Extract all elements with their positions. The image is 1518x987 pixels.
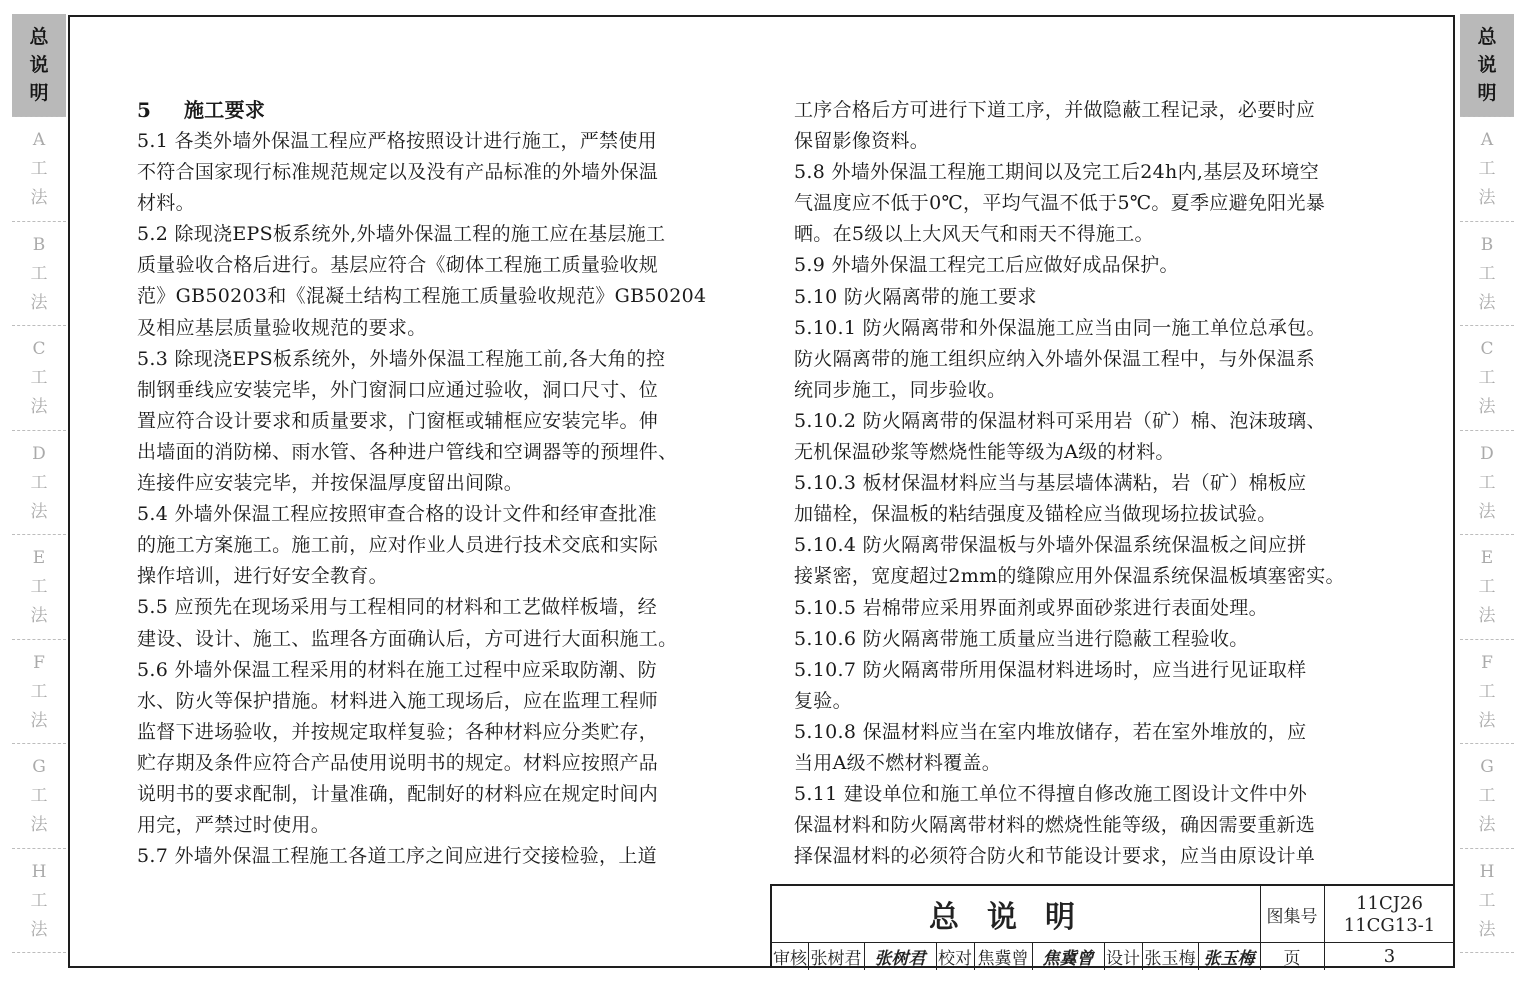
side-tab-3[interactable]	[1460, 328, 1514, 431]
side-tab-char: 法	[30, 292, 48, 313]
text-line: 保温材料和防火隔离带材料的燃烧性能等级，确因需要重新选	[794, 814, 1316, 837]
text-line: 范》GB50203和《混凝土结构工程施工质量验收规范》GB50204	[137, 285, 707, 308]
side-tab-char: A	[32, 130, 46, 150]
side-tab-char: 总	[29, 26, 49, 48]
side-tab-5[interactable]	[1460, 537, 1514, 640]
side-tab-char: 法	[30, 188, 48, 208]
side-tab-char: 工	[1478, 159, 1496, 179]
side-tab-char: C	[32, 339, 46, 359]
text-line: 用完，严禁过时使用。	[137, 814, 331, 837]
side-tab-char: E	[1480, 548, 1494, 568]
side-tab-char: 法	[1478, 919, 1496, 940]
side-tab-char: F	[1481, 652, 1493, 673]
side-tab-char: 工	[1478, 263, 1496, 284]
side-tab-char: C	[1480, 339, 1494, 359]
text-line: 工序合格后方可进行下道工序，并做隐蔽工程记录，必要时应	[794, 99, 1316, 121]
side-tab-6[interactable]	[1460, 641, 1514, 744]
text-line: 5.5 应预先在现场采用与工程相同的材料和工艺做样板墙，经	[137, 596, 657, 619]
side-tab-5[interactable]	[12, 537, 66, 640]
side-tab-char: 法	[1478, 292, 1496, 313]
text-line: 5.1 各类外墙外保温工程应严格按照设计进行施工，严禁使用	[137, 130, 657, 152]
side-tab-8[interactable]	[1460, 850, 1514, 953]
text-line: 及相应基层质量验收规范的要求。	[137, 316, 427, 339]
text-line: 监督下进场验收，并按规定取样复验；各种材料应分类贮存，	[137, 720, 659, 743]
text-line: 无机保温砂浆等燃烧性能等级为A级的材料。	[794, 441, 1175, 464]
title-block-title: 总说明	[929, 900, 1103, 935]
side-tab-char: 工	[30, 263, 48, 284]
side-tab-char: 法	[30, 397, 48, 417]
side-tab-char: G	[32, 757, 46, 777]
check-label: 校对	[938, 948, 972, 969]
text-line: 加锚栓，保温板的粘结强度及锚栓应当做现场拉拔试验。	[794, 503, 1277, 526]
text-line: 制钢垂线应安装完毕，外门窗洞口应通过验收，洞口尺寸、位	[137, 378, 659, 401]
side-tab-char: A	[1480, 130, 1494, 150]
side-tab-char: F	[33, 652, 45, 673]
side-tab-6[interactable]	[12, 641, 66, 744]
text-line: 连接件应安装完毕，并按保温厚度留出间隙。	[137, 472, 524, 495]
text-line: 5.9 外墙外保温工程完工后应做好成品保护。	[794, 254, 1179, 277]
side-tab-char: 法	[30, 501, 48, 522]
text-line: 操作培训，进行好安全教育。	[137, 565, 388, 588]
side-tab-1[interactable]	[1460, 119, 1514, 222]
section-title: 施工要求	[184, 98, 266, 122]
page-number: 3	[1383, 945, 1396, 967]
text-line: 的施工方案施工。施工前，应对作业人员进行技术交底和实际	[137, 534, 659, 557]
side-tab-8[interactable]	[12, 850, 66, 953]
left-tab-strip	[12, 14, 66, 964]
side-tab-char: 工	[1478, 472, 1496, 493]
text-line: 置应符合设计要求和质量要求，门窗框或辅框应安装完毕。伸	[137, 409, 659, 432]
side-tab-char: B	[32, 234, 46, 255]
text-line: 5.8 外墙外保温工程施工期间以及完工后24h内,基层及环境空	[794, 161, 1320, 184]
side-tab-char: 说	[29, 54, 49, 76]
text-line: 贮存期及条件应符合产品使用说明书的规定。材料应按照产品	[137, 751, 659, 774]
page-label: 页	[1283, 948, 1301, 969]
side-tab-char: 工	[1478, 681, 1496, 702]
text-line: 5.10.5 岩棉带应采用界面剂或界面砂浆进行表面处理。	[794, 596, 1268, 619]
side-tab-char: 工	[1478, 368, 1496, 388]
side-tab-char: G	[1480, 757, 1494, 777]
text-line: 5.10.8 保温材料应当在室内堆放储存，若在室外堆放的，应	[794, 720, 1307, 743]
reviewer-signature: 张树君	[874, 948, 926, 969]
side-tab-char: 法	[1478, 815, 1496, 835]
side-tab-char: 明	[29, 82, 49, 104]
text-line: 晒。在5级以上大风天气和雨天不得施工。	[794, 223, 1154, 246]
text-line: 不符合国家现行标准规范规定以及没有产品标准的外墙外保温	[137, 161, 659, 184]
right-text-column	[794, 95, 1345, 872]
side-tab-char: 工	[30, 577, 48, 597]
text-line: 5.2 除现浇EPS板系统外,外墙外保温工程的施工应在基层施工	[137, 223, 666, 246]
text-line: 建设、设计、施工、监理各方面确认后，方可进行大面积施工。	[137, 627, 678, 650]
side-tab-char: 法	[1478, 710, 1496, 731]
side-tab-char: 明	[1477, 82, 1497, 104]
text-line: 5.10.3 板材保温材料应当与基层墙体满粘，岩（矿）棉板应	[794, 472, 1307, 495]
side-tab-1[interactable]	[12, 119, 66, 222]
text-line: 5.6 外墙外保温工程采用的材料在施工过程中应采取防潮、防	[137, 658, 657, 681]
text-line: 5.10.6 防火隔离带施工质量应当进行隐蔽工程验收。	[794, 627, 1249, 650]
atlas-number-2: 11CG13-1	[1343, 914, 1436, 936]
side-tab-7[interactable]	[12, 746, 66, 849]
side-tab-4[interactable]	[12, 432, 66, 535]
right-tab-strip	[1460, 14, 1514, 964]
text-line: 统同步施工，同步验收。	[794, 378, 1007, 401]
side-tab-3[interactable]	[12, 328, 66, 431]
text-line: 5.11 建设单位和施工单位不得擅自修改施工图设计文件中外	[794, 783, 1308, 806]
text-line: 说明书的要求配制，计量准确，配制好的材料应在规定时间内	[137, 782, 659, 805]
side-tab-char: 总	[1477, 26, 1497, 48]
side-tab-char: 法	[1478, 188, 1496, 208]
side-tab-char: 工	[1478, 890, 1496, 911]
side-tab-char: 法	[1478, 501, 1496, 522]
side-tab-0[interactable]	[12, 14, 66, 117]
side-tab-7[interactable]	[1460, 746, 1514, 849]
side-tab-char: 说	[1477, 54, 1497, 76]
side-tab-char: 法	[1478, 397, 1496, 417]
text-line: 水、防火等保护措施。材料进入施工现场后，应在监理工程师	[137, 689, 659, 712]
side-tab-char: D	[32, 443, 46, 464]
section-number: 5	[137, 98, 152, 122]
side-tab-char: 工	[30, 159, 48, 179]
atlas-label: 图集号	[1266, 906, 1318, 927]
text-line: 择保温材料的必须符合防火和节能设计要求，应当由原设计单	[794, 845, 1316, 868]
checker-signature: 焦冀曾	[1042, 948, 1094, 969]
side-tab-char: 工	[30, 786, 48, 806]
text-line: 5.10.7 防火隔离带所用保温材料进场时，应当进行见证取样	[794, 658, 1307, 681]
designer-signature: 张玉梅	[1203, 948, 1255, 969]
side-tab-char: 工	[1478, 577, 1496, 597]
side-tab-char: 工	[30, 890, 48, 911]
reviewer-name: 张树君	[810, 948, 862, 969]
side-tab-char: 工	[1478, 786, 1496, 806]
side-tab-2[interactable]	[12, 223, 66, 326]
atlas-number-1: 11CJ26	[1356, 892, 1423, 914]
text-line: 5.7 外墙外保温工程施工各道工序之间应进行交接检验，上道	[137, 845, 657, 868]
side-tab-char: 法	[30, 606, 48, 626]
side-tab-0[interactable]	[1460, 14, 1514, 117]
text-line: 保留影像资料。	[794, 130, 930, 153]
review-label: 审核	[773, 948, 807, 969]
designer-name: 张玉梅	[1144, 948, 1196, 969]
text-line: 复验。	[794, 689, 852, 712]
section-heading	[137, 95, 706, 126]
side-tab-2[interactable]	[1460, 223, 1514, 326]
title-block	[770, 884, 1455, 968]
side-tab-4[interactable]	[1460, 432, 1514, 535]
side-tab-char: 法	[30, 919, 48, 940]
text-line: 5.4 外墙外保温工程应按照审查合格的设计文件和经审查批准	[137, 503, 657, 526]
side-tab-char: H	[31, 861, 47, 882]
text-line: 防火隔离带的施工组织应纳入外墙外保温工程中，与外保温系	[794, 347, 1316, 370]
text-line: 质量验收合格后进行。基层应符合《砌体工程施工质量验收规	[137, 254, 659, 277]
left-text-column	[137, 95, 706, 872]
side-tab-char: 法	[1478, 606, 1496, 626]
side-tab-char: 工	[30, 368, 48, 388]
design-label: 设计	[1106, 948, 1140, 969]
side-tab-char: 工	[30, 472, 48, 493]
text-line: 5.10.4 防火隔离带保温板与外墙外保温系统保温板之间应拼	[794, 534, 1307, 557]
text-line: 气温度应不低于0℃，平均气温不低于5℃。夏季应避免阳光暴	[794, 192, 1326, 215]
side-tab-char: E	[32, 548, 46, 568]
text-line: 5.10.2 防火隔离带的保温材料可采用岩（矿）棉、泡沫玻璃、	[794, 409, 1326, 432]
side-tab-char: 工	[30, 681, 48, 702]
side-tab-char: H	[1479, 861, 1495, 882]
text-line: 5.3 除现浇EPS板系统外，外墙外保温工程施工前,各大角的控	[137, 347, 666, 370]
side-tab-char: 法	[30, 815, 48, 835]
text-line: 材料。	[137, 192, 195, 215]
checker-name: 焦冀曾	[977, 948, 1029, 969]
side-tab-char: 法	[30, 710, 48, 731]
side-tab-char: B	[1480, 234, 1494, 255]
text-line: 接紧密，宽度超过2mm的缝隙应用外保温系统保温板填塞密实。	[794, 565, 1345, 588]
text-line: 出墙面的消防梯、雨水管、各种进户管线和空调器等的预埋件、	[137, 440, 678, 463]
side-tab-char: D	[1480, 443, 1494, 464]
text-line: 当用A级不燃材料覆盖。	[794, 751, 1002, 774]
text-line: 5.10.1 防火隔离带和外保温施工应当由同一施工单位总承包。	[794, 316, 1326, 339]
text-line: 5.10 防火隔离带的施工要求	[794, 285, 1037, 308]
